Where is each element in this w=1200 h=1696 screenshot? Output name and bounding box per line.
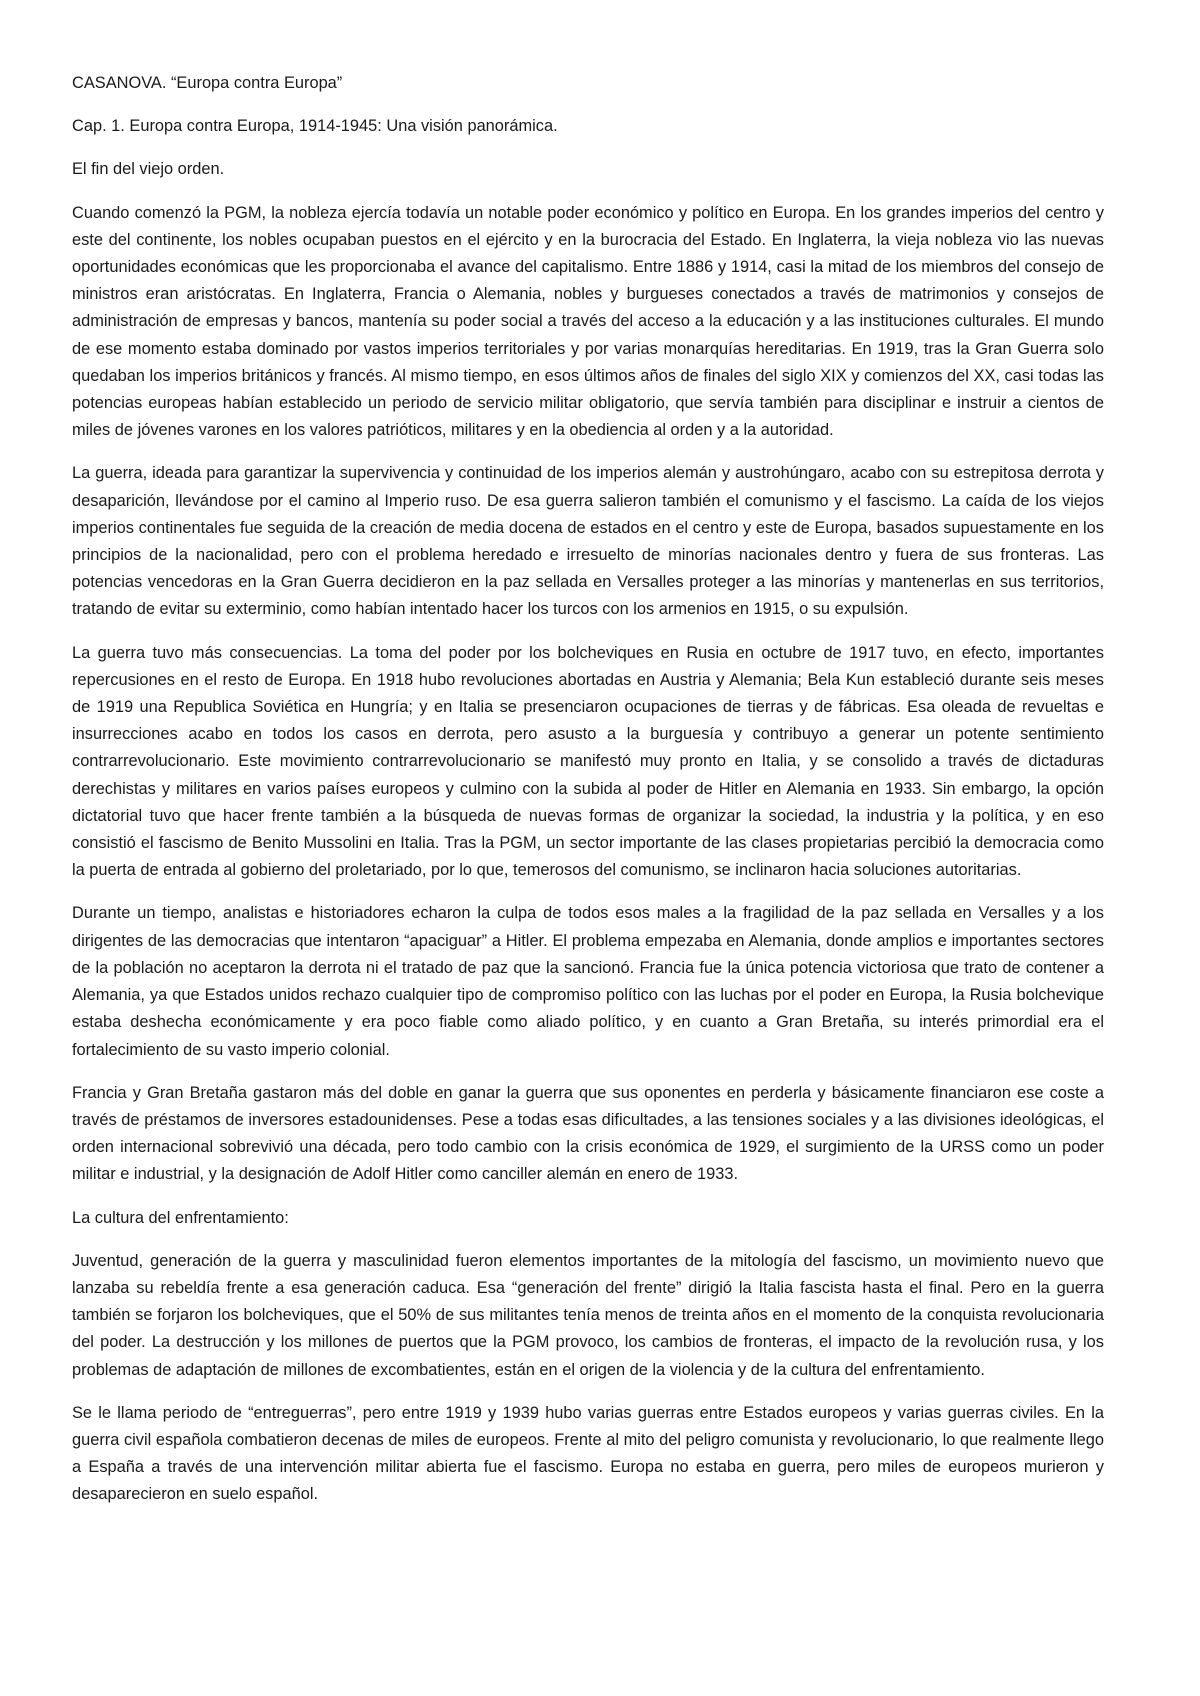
paragraph: La guerra, ideada para garantizar la supervivencia y continuidad de los imperios alemán y austrohúngaro, acabo con su estrepitosa derrota y desaparición, llevándose por el camino al Imperio ruso. De esa guerra salieron también el comunismo y el fascismo. La caída de los viejos imperios continentales fue seguida de la creación de media docena de estados en el centro y este de Europa, basados supuestamente en los principios de la nacionalidad, pero con el problema heredado e irresuelto de minorías nacionales dentro y fuera de sus fronteras. Las potencias vencedoras en la Gran Guerra decidieron en la paz sellada en Versalles proteger a las minorías y mantenerlas en sus territorios, tratando de evitar su exterminio, como habían intentado hacer los turcos con los armenios en 1915, o su expulsión. <box>72 464 1104 619</box>
paragraph: Se le llama periodo de “entreguerras”, pero entre 1919 y 1939 hubo varias guerras entre Estados europeos y varias guerras civiles. En la guerra civil española combatieron decenas de miles de europeos. Frente al mito del peligro comunista y revolucionario, lo que realmente llego a España a través de una intervención militar abierta fue el fascismo. Europa no estaba en guerra, pero miles de europeos murieron y desaparecieron en suelo español. <box>72 1403 1104 1504</box>
document-page <box>72 70 1104 1509</box>
chapter-heading: Cap. 1. Europa contra Europa, 1914-1945: Una visión panorámica. <box>72 117 558 136</box>
paragraph: Juventud, generación de la guerra y masculinidad fueron elementos importantes de la mitología del fascismo, un movimiento nuevo que lanzaba su rebeldía frente a esa generación caduca. Esa “generación del frente” dirigió la Italia fascista hasta el final. Pero en la guerra también se forjaron los bolcheviques, que el 50% de sus militantes tenía menos de treinta años en el momento de la conquista revolucionaria del poder. La destrucción y los millones de puertos que la PGM provoco, los cambios de fronteras, el impacto de la revolución rusa, y los problemas de adaptación de millones de excombatientes, están en el origen de la violencia y de la cultura del enfrentamiento. <box>72 1251 1104 1379</box>
paragraph: Durante un tiempo, analistas e historiadores echaron la culpa de todos esos males a la fragilidad de la paz sellada en Versalles y a los dirigentes de las democracias que intentaron “apaciguar” a Hitler. El problema empezaba en Alemania, donde amplios e importantes sectores de la población no aceptaron la derrota ni el tratado de paz que la sancionó. Francia fue la única potencia victoriosa que trato de contener a Alemania, ya que Estados unidos rechazo cualquier tipo de compromiso político con las luchas por el poder en Europa, la Rusia bolchevique estaba deshecha económicamente y era poco fiable como aliado político, y en cuanto a Gran Bretaña, su interés primordial era el fortalecimiento de su vasto imperio colonial. <box>72 904 1104 1059</box>
section-heading-fin-viejo-orden: El fin del viejo orden. <box>72 160 225 179</box>
paragraph: La guerra tuvo más consecuencias. La toma del poder por los bolcheviques en Rusia en octubre de 1917 tuvo, en efecto, importantes repercusiones en el resto de Europa. En 1918 hubo revoluciones abortadas en Austria y Alemania; Bela Kun estableció durante seis meses de 1919 una Republica Soviética en Hungría; y en Italia se presenciaron ocupaciones de tierras y de fábricas. Esa oleada de revueltas e insurrecciones acabo en todos los casos en derrota, pero asusto a la burguesía y contribuyo a generar un potente sentimiento contrarrevolucionario. Este movimiento contrarrevolucionario se manifestó muy pronto en Italia, y se consolido a través de dictaduras derechistas y militares en varios países europeos y culmino con la subida al poder de Hitler en Alemania en 1933. Sin embargo, la opción dictatorial tuvo que hacer frente también a la búsqueda de nuevas formas de organizar la sociedad, la industria y la política, y en eso consistió el fascismo de Benito Mussolini en Italia. Tras la PGM, un sector importante de las clases propietarias percibió la democracia como la puerta de entrada al gobierno del proletariado, por lo que, temerosos del comunismo, se inclinaron hacia soluciones autoritarias. <box>72 643 1104 880</box>
paragraph: Cuando comenzó la PGM, la nobleza ejercía todavía un notable poder económico y político en Europa. En los grandes imperios del centro y este del continente, los nobles ocupaban puestos en el ejército y en la burocracia del Estado. En Inglaterra, la vieja nobleza vio las nuevas oportunidades económicas que les proporcionaba el avance del capitalismo. Entre 1886 y 1914, casi la mitad de los miembros del consejo de ministros eran aristócratas. En Inglaterra, Francia o Alemania, nobles y burgueses conectados a través de matrimonios y consejos de administración de empresas y bancos, mantenía su poder social a través del acceso a la educación y a las instituciones culturales. El mundo de ese momento estaba dominado por vastos imperios territoriales y por varias monarquías hereditarias. En 1919, tras la Gran Guerra solo quedaban los imperios británicos y francés. Al mismo tiempo, en esos últimos años de finales del siglo XIX y comienzos del XX, casi todas las potencias europeas habían establecido un periodo de servicio militar obligatorio, que servía también para disciplinar e instruir a cientos de miles de jóvenes varones en los valores patrióticos, militares y en la obediencia al orden y a la autoridad. <box>72 203 1104 440</box>
paragraph: Francia y Gran Bretaña gastaron más del doble en ganar la guerra que sus oponentes en perderla y básicamente financiaron ese coste a través de préstamos de inversores estadounidenses. Pese a todas esas dificultades, a las tensiones sociales y a las divisiones ideológicas, el orden internacional sobrevivió una década, pero todo cambio con la crisis económica de 1929, el surgimiento de la URSS como un poder militar e industrial, y la designación de Adolf Hitler como canciller alemán en enero de 1933. <box>72 1083 1104 1184</box>
section-heading-cultura-enfrentamiento: La cultura del enfrentamiento: <box>72 1208 289 1227</box>
document-title: CASANOVA. “Europa contra Europa” <box>72 74 343 92</box>
